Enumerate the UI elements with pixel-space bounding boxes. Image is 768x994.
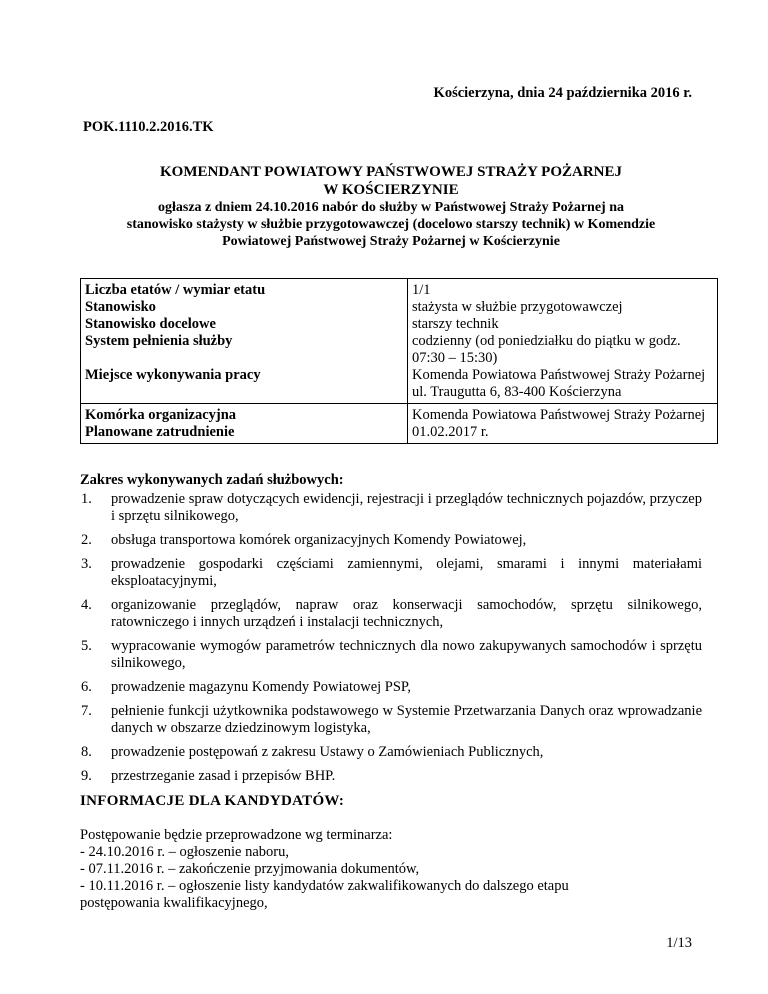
label-workplace: Miejsce wykonywania pracy <box>85 367 261 383</box>
value-cell <box>408 404 718 444</box>
position-info-table <box>80 278 718 444</box>
value-cell <box>408 279 718 404</box>
label-cell <box>81 279 408 404</box>
title-line-4: stanowisko stażysty w służbie przygotowawczej (docelowo starszy technik) w Komendzie <box>126 217 656 232</box>
value-department: Komenda Powiatowa Państwowej Straży Pożarnej <box>412 407 706 423</box>
page-number: 1/13 <box>666 935 692 951</box>
value-target-position: starszy technik <box>412 316 499 332</box>
item-number: 9. <box>81 768 92 784</box>
label-planned-employment: Planowane zatrudnienie <box>85 424 235 440</box>
label-department: Komórka organizacyjna <box>85 407 237 423</box>
list-item <box>80 491 702 525</box>
list-item <box>80 744 702 761</box>
item-number: 7. <box>81 703 92 719</box>
item-text: prowadzenie postępowań z zakresu Ustawy o Zamówieniach Publicznych, <box>111 744 544 760</box>
item-text: prowadzenie spraw dotyczących ewidencji, rejestracji i przeglądów technicznych pojazdów, przyczep i sprzętu silnikowego, <box>111 491 702 524</box>
schedule-line: postępowania kwalifikacyjnego, <box>80 895 268 911</box>
value-positions: 1/1 <box>412 282 431 298</box>
item-text: pełnienie funkcji użytkownika podstawowego w Systemie Przetwarzania Danych oraz wprowadzanie danych w obszarze dziedzinowym logistyka, <box>111 703 702 736</box>
list-item <box>80 768 702 785</box>
date-line: Kościerzyna, dnia 24 października 2016 r. <box>433 85 692 101</box>
item-number: 5. <box>81 638 92 654</box>
reference-number: POK.1110.2.2016.TK <box>83 119 214 135</box>
label-target-position: Stanowisko docelowe <box>85 316 216 332</box>
list-item <box>80 703 702 737</box>
item-text: prowadzenie gospodarki częściami zamiennymi, olejami, smarami i innymi materiałami eksploatacyjnymi, <box>111 556 702 589</box>
label-position: Stanowisko <box>85 299 156 315</box>
table-row <box>81 279 718 404</box>
item-number: 4. <box>81 597 92 613</box>
candidates-info-heading: INFORMACJE DLA KANDYDATÓW: <box>80 793 345 809</box>
item-text: obsługa transportowa komórek organizacyjnych Komendy Powiatowej, <box>111 532 527 548</box>
item-text: organizowanie przeglądów, napraw oraz konserwacji samochodów, sprzętu silnikowego, ratowniczego i innych urządzeń i instalacji technicznych, <box>111 597 702 630</box>
table-row <box>81 404 718 444</box>
procedure-schedule <box>80 827 710 912</box>
title-line-1: KOMENDANT POWIATOWY PAŃSTWOWEJ STRAŻY POŻARNEJ <box>160 164 622 180</box>
schedule-intro: Postępowanie będzie przeprowadzone wg terminarza: <box>80 827 393 843</box>
title-line-5: Powiatowej Państwowej Straży Pożarnej w Kościerzynie <box>222 234 560 249</box>
value-service-system: codzienny (od poniedziałku do piątku w godz. 07:30 – 15:30) <box>412 333 681 366</box>
announcement-title <box>80 163 702 250</box>
label-positions: Liczba etatów / wymiar etatu <box>85 282 266 298</box>
item-text: prowadzenie magazynu Komendy Powiatowej PSP, <box>111 679 412 695</box>
item-number: 2. <box>81 532 92 548</box>
label-service-system: System pełnienia służby <box>85 333 233 349</box>
duties-list <box>80 491 702 792</box>
list-item <box>80 638 702 672</box>
item-text: przestrzeganie zasad i przepisów BHP. <box>111 768 336 784</box>
item-number: 1. <box>81 491 92 507</box>
value-position: stażysta w służbie przygotowawczej <box>412 299 623 315</box>
schedule-line: - 07.11.2016 r. – zakończenie przyjmowania dokumentów, <box>80 861 420 877</box>
value-workplace-name: Komenda Powiatowa Państwowej Straży Pożarnej <box>412 367 706 383</box>
title-line-2: W KOŚCIERZYNIE <box>323 182 459 198</box>
title-line-3: ogłasza z dniem 24.10.2016 nabór do służby w Państwowej Straży Pożarnej na <box>157 200 624 215</box>
schedule-line: - 10.11.2016 r. – ogłoszenie listy kandydatów zakwalifikowanych do dalszego etapu <box>80 878 569 894</box>
duties-heading: Zakres wykonywanych zadań służbowych: <box>80 472 344 488</box>
item-text: wypracowanie wymogów parametrów technicznych dla nowo zakupywanych samochodów i sprzętu silnikowego, <box>111 638 702 671</box>
list-item <box>80 556 702 590</box>
list-item <box>80 597 702 631</box>
list-item <box>80 679 702 696</box>
schedule-line: - 24.10.2016 r. – ogłoszenie naboru, <box>80 844 290 860</box>
label-cell <box>81 404 408 444</box>
item-number: 6. <box>81 679 92 695</box>
item-number: 3. <box>81 556 92 572</box>
value-planned-employment: 01.02.2017 r. <box>412 424 489 440</box>
list-item <box>80 532 702 549</box>
value-workplace-address: ul. Traugutta 6, 83-400 Kościerzyna <box>412 384 622 400</box>
item-number: 8. <box>81 744 92 760</box>
